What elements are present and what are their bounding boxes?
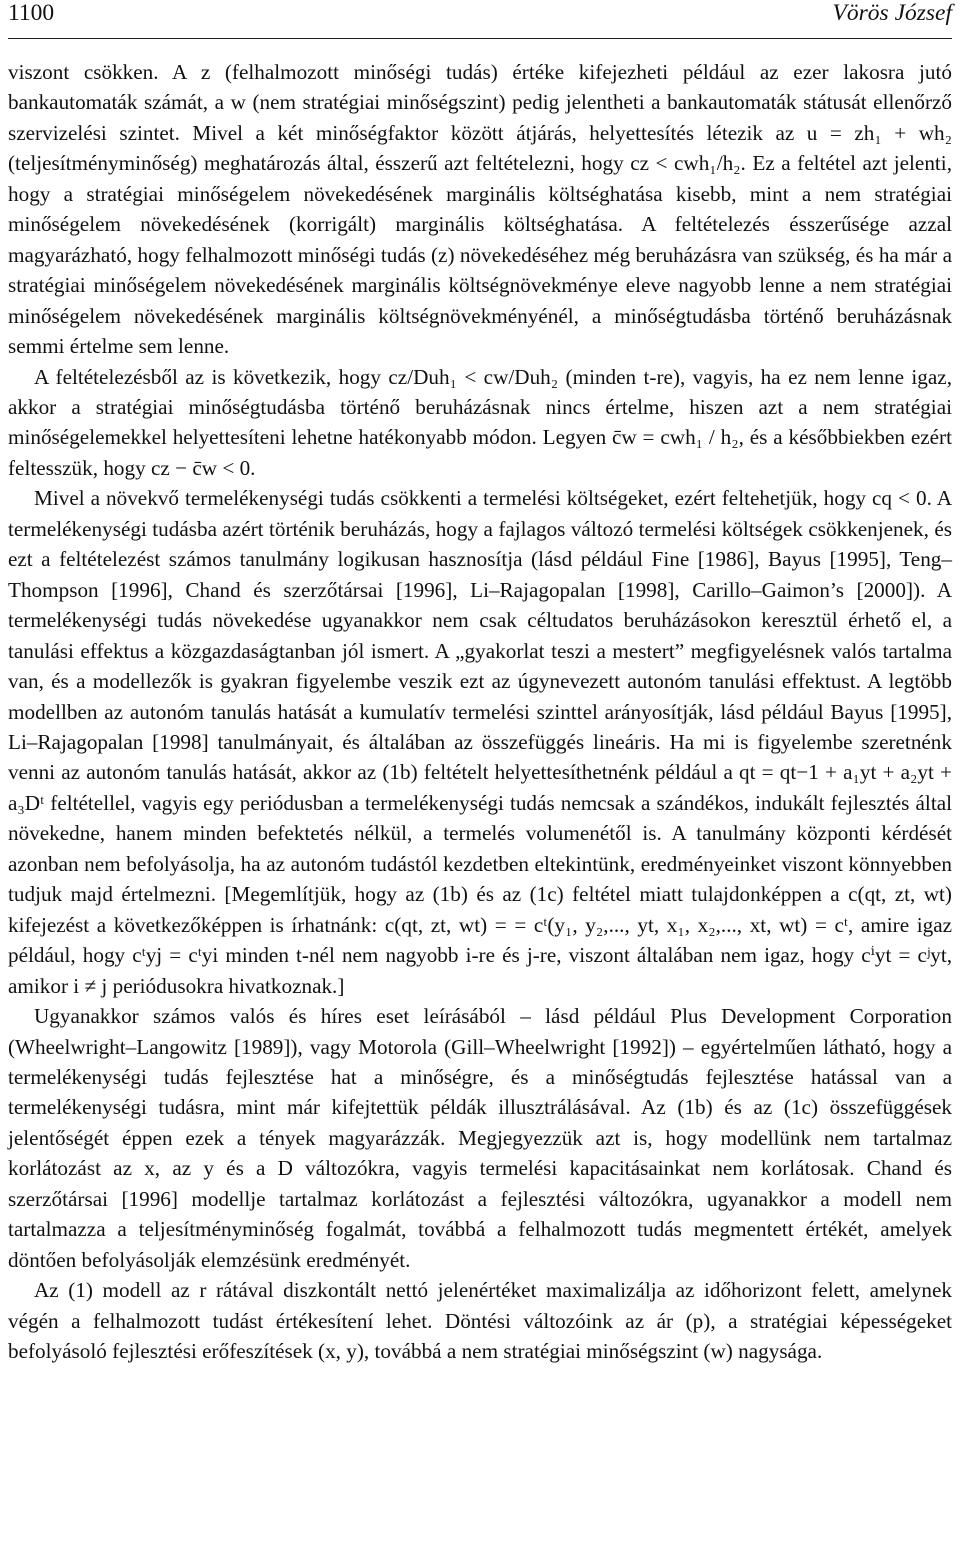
running-title: Vörös József: [832, 0, 952, 26]
page-number: 1100: [8, 0, 55, 26]
paragraph: Az (1) modell az r rátával diszkontált nettó jelenértéket maximalizálja az időhorizont felett, amelynek végén a felhalmozott tudást értékesítení lehet. Döntési változóink az ár (p), a stratégiai képességeket befolyásoló fejlesztési erőfeszítések (x, y), továbbá a nem stratégiai minőségszint (w) nagysága.: [8, 1278, 952, 1364]
paragraph: A feltételezésből az is következik, hogy cz/Duh₁ < cw/Duh₂ (minden t-re), vagyis, ha ez nem lenne igaz, akkor a stratégiai minőségtudásba történő beruházásnak nincs értelme, hiszen azt a nem stratégiai minőségelemekkel helyettesíteni lehetne hatékonyabb módon. Legyen c̄w = cwh₁ / h₂, és a későbbiekben ezért feltesszük, hogy cz − c̄w < 0.: [8, 364, 952, 480]
header-rule: [8, 38, 952, 39]
running-header: [8, 0, 952, 38]
paragraph: Mivel a növekvő termelékenységi tudás csökkenti a termelési költségeket, ezért feltehetjük, hogy cq < 0. A termelékenységi tudásba azért történik beruházás, hogy a fajlagos változó termelési költségek csökkenjenek, és ezt a feltételezést számos tanulmány logikusan hasznosítja (lásd például Fine [1986], Bayus [1995], Teng–Thompson [1996], Chand és szerzőtársai [1996], Li–Rajagopalan [1998], Carillo–Gaimon’s [2000]). A termelékenységi tudás növekedése ugyanakkor nem csak céltudatos beruházásokon keresztül érhető el, a tanulási effektus a közgazdaságtanban jól ismert. A „gyakorlat teszi a mestert” megfigyelésnek valós tartalma van, és a modellezők is gyakran figyelembe veszik ezt az úgynevezett autonóm tanulási effektust. A legtöbb modellben az autonóm tanulás hatását a kumulatív termelési szinttel arányosítják, lásd például Bayus [1995], Li–Rajagopalan [1998] tanulmányait, és általában az összefüggés lineáris. Ha mi is figyelembe szeretnénk venni az autonóm tanulás hatását, akkor az (1b) feltételt helyettesíthetnénk például a qt = qt−1 + a₁yt + a₂yt + a₃Dᵗ feltétellel, vagyis egy periódusban a termelékenységi tudás nemcsak a szándékos, indukált fejlesztés által növekedne, hanem minden befektetés nélkül, a termelés volumenétől is. A tanulmány központi kérdését azonban nem befolyásolja, ha az autonóm tudástól kezdetben eltekintünk, eredményeinket viszont könnyebben tudjuk majd értelmezni. [Megemlítjük, hogy az (1b) és az (1c) feltétel miatt tulajdonképpen a c(qt, zt, wt) kifejezést a következőképpen is írhatnánk: c(qt, zt, wt) = = cᵗ(y₁, y₂,..., yt, x₁, x₂,..., xt, wt) = cᵗ, amire igaz például, hogy cᵗyj = cᵗyi minden t-nél nem nagyobb i-re és j-re, viszont általában nem igaz, hogy cⁱyt = cʲyt, amikor i ≠ j periódusokra hivatkoznak.]: [8, 486, 952, 998]
article-body: [8, 57, 952, 1366]
paragraph: Ugyanakkor számos valós és híres eset leírásából – lásd például Plus Development Corporation (Wheelwright–Langowitz [1989]), vagy Motorola (Gill–Wheelwright [1992]) – egyértelműen látható, hogy a termelékenységi tudás fejlesztése hat a minőségre, és a minőségtudás fejlesztése hatással van a termelékenységi tudásra, mint már kifejtettük példák illusztrálásával. Az (1b) és az (1c) összefüggések jelentőségét éppen ezek a tények magyarázzák. Megjegyezzük azt is, hogy modellünk nem tartalmaz korlátozást az x, az y és a D változókra, vagyis termelési kapacitásainkat nem korlátosak. Chand és szerzőtársai [1996] modellje tartalmaz korlátozást a fejlesztési változókra, ugyanakkor a modell nem tartalmazza a teljesítményminőség fogalmát, továbbá a felhalmozott tudás megmentett értékét, amelyek döntően befolyásolják elemzésünk eredményét.: [8, 1004, 952, 1272]
paragraph: viszont csökken. A z (felhalmozott minőségi tudás) értéke kifejezheti például az ezer lakosra jutó bankautomaták számát, a w (nem stratégiai minőségszint) pedig jelentheti a bankautomaták státusát ellenőrző szervizelési szintet. Mivel a két minőségfaktor között átjárás, helyettesítés létezik az u = zh₁ + wh₂ (teljesítményminőség) meghatározás által, ésszerű azt feltételezni, hogy cz < cwh₁/h₂. Ez a feltétel azt jelenti, hogy a stratégiai minőségelem növekedésének marginális költséghatása kisebb, mint a nem stratégiai minőségelem növekedésének (korrigált) marginális költséghatása. A feltételezés ésszerűsége azzal magyarázható, hogy felhalmozott minőségi tudás (z) növekedéséhez még beruházásra van szükség, és ha már a stratégiai minőségelem növekedésének marginális költségnövekménye eleve nagyobb lenne a nem stratégiai minőségelem növekedésének marginális költségnövekményénél, a minőségtudásba történő beruházásnak semmi értelme sem lenne.: [8, 60, 952, 359]
